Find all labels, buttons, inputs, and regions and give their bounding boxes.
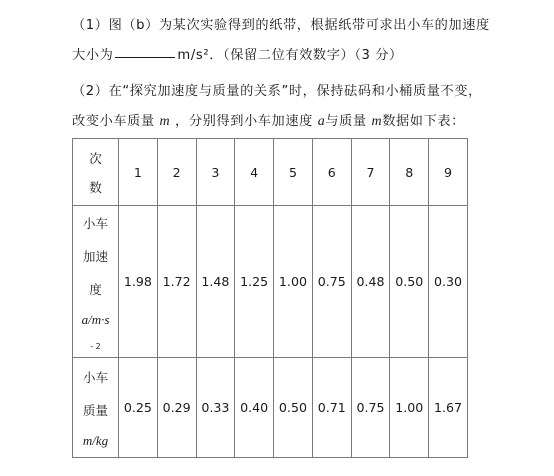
q2-text-1: 改变小车质量 xyxy=(72,114,155,129)
mass-cell: 0.50 xyxy=(274,358,313,458)
question-2-line-2 xyxy=(72,110,465,130)
data-table xyxy=(72,138,468,458)
trial-header-1: 次 xyxy=(89,151,102,166)
table-row-acceleration xyxy=(73,206,468,358)
acceleration-cell: 1.98 xyxy=(119,206,158,358)
q2-var-a: a xyxy=(317,114,326,129)
q1-prefix: 大小为 xyxy=(72,48,114,63)
q2-var-m: m xyxy=(159,114,171,129)
accel-label-1: 小车 xyxy=(82,215,109,231)
mass-cell: 1.67 xyxy=(429,358,468,458)
mass-header-cell xyxy=(73,358,119,458)
trial-cell: 9 xyxy=(429,139,468,206)
mass-cell: 1.00 xyxy=(390,358,429,458)
accel-label-2: 加速 xyxy=(82,248,109,264)
acceleration-header-cell xyxy=(73,206,119,358)
q2-text-4: 数据如下表： xyxy=(382,114,465,129)
trial-cell: 6 xyxy=(312,139,351,206)
table-row-mass xyxy=(73,358,468,458)
q2-text-3: 与质量 xyxy=(325,114,367,129)
trial-cell: 3 xyxy=(196,139,235,206)
question-2-line-1: （2）在“探究加速度与质量的关系”时，保持砝码和小桶质量不变， xyxy=(72,84,482,99)
q1-suffix: ．（保留二位有效数字）（3 分） xyxy=(209,48,403,63)
question-1-line-2 xyxy=(72,44,403,63)
table-row-trials xyxy=(73,139,468,206)
trial-cell: 2 xyxy=(157,139,196,206)
acceleration-cell: 0.48 xyxy=(351,206,390,358)
trial-cell: 5 xyxy=(274,139,313,206)
q1-unit: m/s² xyxy=(177,48,210,63)
mass-cell: 0.40 xyxy=(235,358,274,458)
trial-cell: 8 xyxy=(390,139,429,206)
trial-cell: 1 xyxy=(119,139,158,206)
acceleration-cell: 0.30 xyxy=(429,206,468,358)
mass-cell: 0.33 xyxy=(196,358,235,458)
q2-text-2: ，分别得到小车加速度 xyxy=(175,114,313,129)
trial-cell: 4 xyxy=(235,139,274,206)
acceleration-cell: 0.50 xyxy=(390,206,429,358)
mass-cell: 0.29 xyxy=(157,358,196,458)
acceleration-cell: 1.48 xyxy=(196,206,235,358)
accel-unit: a/m·s xyxy=(81,311,110,327)
mass-label-1: 小车 xyxy=(82,369,109,385)
mass-label-2: 质量 xyxy=(82,402,109,418)
acceleration-cell: 1.72 xyxy=(157,206,196,358)
acceleration-cell: 1.00 xyxy=(274,206,313,358)
trial-header-cell xyxy=(73,139,119,206)
acceleration-cell: 1.25 xyxy=(235,206,274,358)
question-1-line-1: （1）图（b）为某次实验得到的纸带，根据纸带可求出小车的加速度 xyxy=(72,18,490,33)
q2-var-m-2: m xyxy=(371,114,383,129)
answer-blank xyxy=(115,56,175,58)
mass-cell: 0.75 xyxy=(351,358,390,458)
accel-label-3: 度 xyxy=(89,281,102,297)
mass-cell: 0.71 xyxy=(312,358,351,458)
mass-cell: 0.25 xyxy=(119,358,158,458)
mass-unit: m/kg xyxy=(82,432,109,448)
trial-header-2: 数 xyxy=(89,180,102,195)
accel-unit-exponent: - 2 xyxy=(90,341,101,351)
trial-cell: 7 xyxy=(351,139,390,206)
acceleration-cell: 0.75 xyxy=(312,206,351,358)
